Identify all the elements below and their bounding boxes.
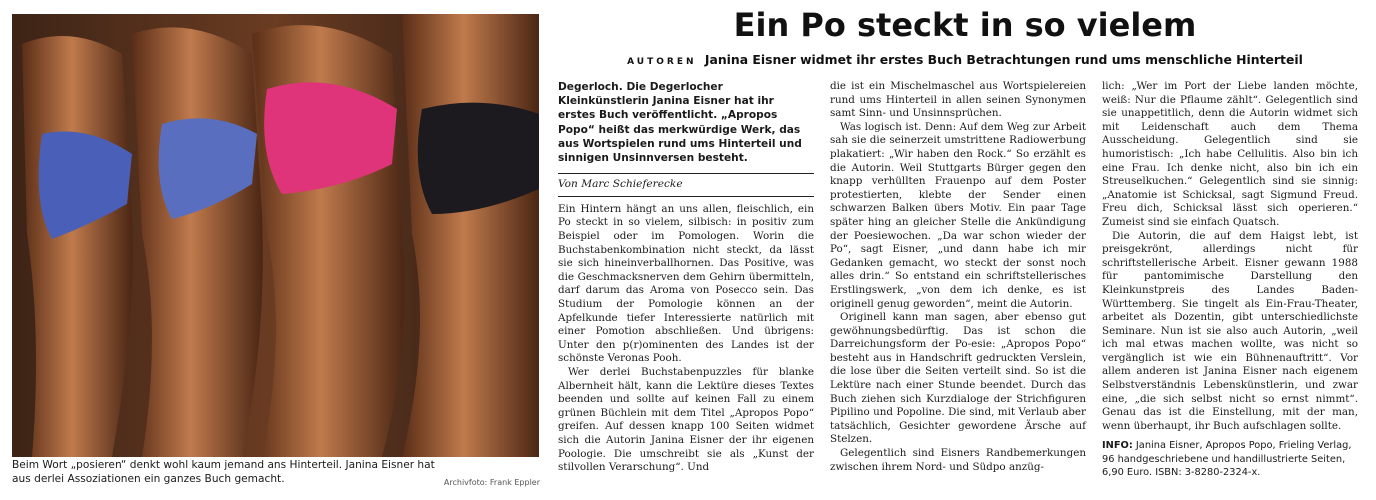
article-subheadline <box>560 52 1370 67</box>
article-lead <box>558 80 814 165</box>
paragraph: Was logisch ist. Denn: Auf dem Weg zur Arbeit sah sie die seinerzeit umstrittene Radiowerbung plakatiert: „Wir haben den Rock.“ So erzählt es die Autorin. Weil Stuttgarts Bürger gegen den knapp verhüllten Frauenpo auf dem Poster protestierten, klebte der Sender einen schwarzen Balken übers Motiv. Ein paar Tage später hing an gleicher Stelle die Ankündigung der Poesiewochen. „Da war schon wieder der Po“, sagt Eisner, „und dann habe ich mir Gedanken gemacht, wo steckt der sonst noch alles drin.“ So entstand ein schriftstellerisches Erstlingswerk, „von dem ich denke, es ist originell genug geworden“, meint die Autorin. <box>830 120 1086 310</box>
dateline: Degerloch. <box>558 81 623 93</box>
lead-text: Die Degerlocher Kleinkünstlerin Janina Eisner hat ihr erstes Buch veröffentlicht. „Apropos Popo“ heißt das merkwürdige Werk, das aus Wortspielen rund ums Hinterteil und sinnigen Unsinnversen besteht. <box>558 81 802 165</box>
paragraph: Ein Hintern hängt an uns allen, fleischlich, ein Po steckt in so vielem, silbisch: in positiv zum Beispiel oder im Pomologen. Worin die Buchstabenkombination nicht steckt, da lässt sie sich hineinverballhornen. Das Positive, was die Geschmacksnerven dem Gehirn übermitteln, darf darum das Aroma von Posecco sein. Das Studium der Pomologie können an der Apfelkunde tiefer Interessierte natürlich mit einer Pomotion abschließen. Und übrigens: Unter den p(r)ominenten des Landes ist der schönste Veronas Pooh. <box>558 202 814 365</box>
article-headline: Ein Po steckt in so vielem <box>733 6 1197 44</box>
paragraph: lich: „Wer im Port der Liebe landen möchte, weiß: Nur die Pflaume zählt“. Gelegentlich sind sie unappetitlich, denn die Autorin widmet sich mit Leidenschaft auch dem Thema Ausscheidung. Gelegentlich sind sie humoristisch: „Ich habe Cellulitis. Also bin ich eine Frau. Ich denke nicht, also bin ich ein Streuselkuchen.“ Gelegentlich sind sie sinnig: „Anatomie ist Schicksal, sagt Sigmund Freud. Freu dich, Schicksal lässt sich operieren.“ Zumeist sind sie einfach Quatsch. <box>1102 80 1358 228</box>
article-column-2 <box>830 80 1086 474</box>
divider <box>558 196 814 197</box>
article-photo <box>12 14 539 457</box>
photo-credit: Archivfoto: Frank Eppler <box>443 478 540 487</box>
paragraph: Originell kann man sagen, aber ebenso gut gewöhnungsbedürftig. Das ist schon die Darreichungsform der Po-esie: „Apropos Popo“ besteht aus in Handschrift gedruckten Verslein, die lose über die Seiten verteilt sind. So ist die Lektüre nach einer Stunde beendet. Durch das Buch ziehen sich Kurzdialoge der Strichfiguren Pipilino und Popoline. Die sind, mit Verlaub aber tatsächlich, Gesichter gewordene Ärsche auf Stelzen. <box>830 311 1086 446</box>
divider <box>558 173 814 174</box>
paragraph: Wer derlei Buchstabenpuzzles für blanke Albernheit hält, kann die Lektüre dieses Textes beenden und sollte auf keinen Fall zu einem grünen Büchlein mit dem Titel „Apropos Popo“ greifen. Auf dessen knapp 100 Seiten widmet sich die Autorin Janina Eisner der ihr eigenen Poologie. Die umschreibt sie als „Kunst der stilvollen Verarschung“. Und <box>558 365 814 474</box>
subheadline-text: Janina Eisner widmet ihr erstes Buch Betrachtungen rund ums menschliche Hinterteil <box>704 52 1303 67</box>
book-info <box>1102 439 1358 479</box>
article-column-3 <box>1102 80 1358 479</box>
bodybuilders-photo-illustration <box>12 14 539 457</box>
kicker: AUTOREN <box>627 57 697 67</box>
photo-caption: Beim Wort „posieren“ denkt wohl kaum jemand ans Hinterteil. Janina Eisner hat aus derlei Assoziationen ein ganzes Buch gemacht. <box>12 459 435 485</box>
article-column-1 <box>558 80 814 475</box>
paragraph: die ist ein Mischelmaschel aus Wortspielereien rund ums Hinterteil in allen seinen Synonymen samt Sinn- und Unsinnsprüchen. <box>830 80 1086 120</box>
info-label: INFO: <box>1102 440 1133 452</box>
byline: Von Marc Schieferecke <box>558 178 683 191</box>
info-text: Janina Eisner, Apropos Popo, Frieling Verlag, 96 handgeschriebene und handillustrierte Seiten, 6,90 Euro. ISBN: 3-8280-2324-x. <box>1102 440 1352 478</box>
paragraph: Gelegentlich sind Eisners Randbemerkungen zwischen ihrem Nord- und Südpo anzüg- <box>830 447 1086 473</box>
paragraph: Die Autorin, die auf dem Haigst lebt, ist preisgekrönt, allerdings nicht für schriftstellerische Arbeit. Eisner gewann 1988 für pantomimische Darstellung den Kleinkunstpreis des Landes Baden-Württemberg. Sie tingelt als Ein-Frau-Theater, arbeitet als Dozentin, gibt unterschiedlichste Seminare. Nun ist sie also auch Autorin, „weil ich mal etwas machen wollte, was nicht so vergänglich ist wie ein Bühnenauftritt“. Vor allem anderen ist Janina Eisner nach eigenem Selbstverständnis Lebenskünstlerin, und zwar eine, „die sich selbst nicht so ernst nimmt“. Genau das ist die Einstellung, mit der man, wenn überhaupt, ihr Buch aufschlagen sollte. <box>1102 229 1358 432</box>
